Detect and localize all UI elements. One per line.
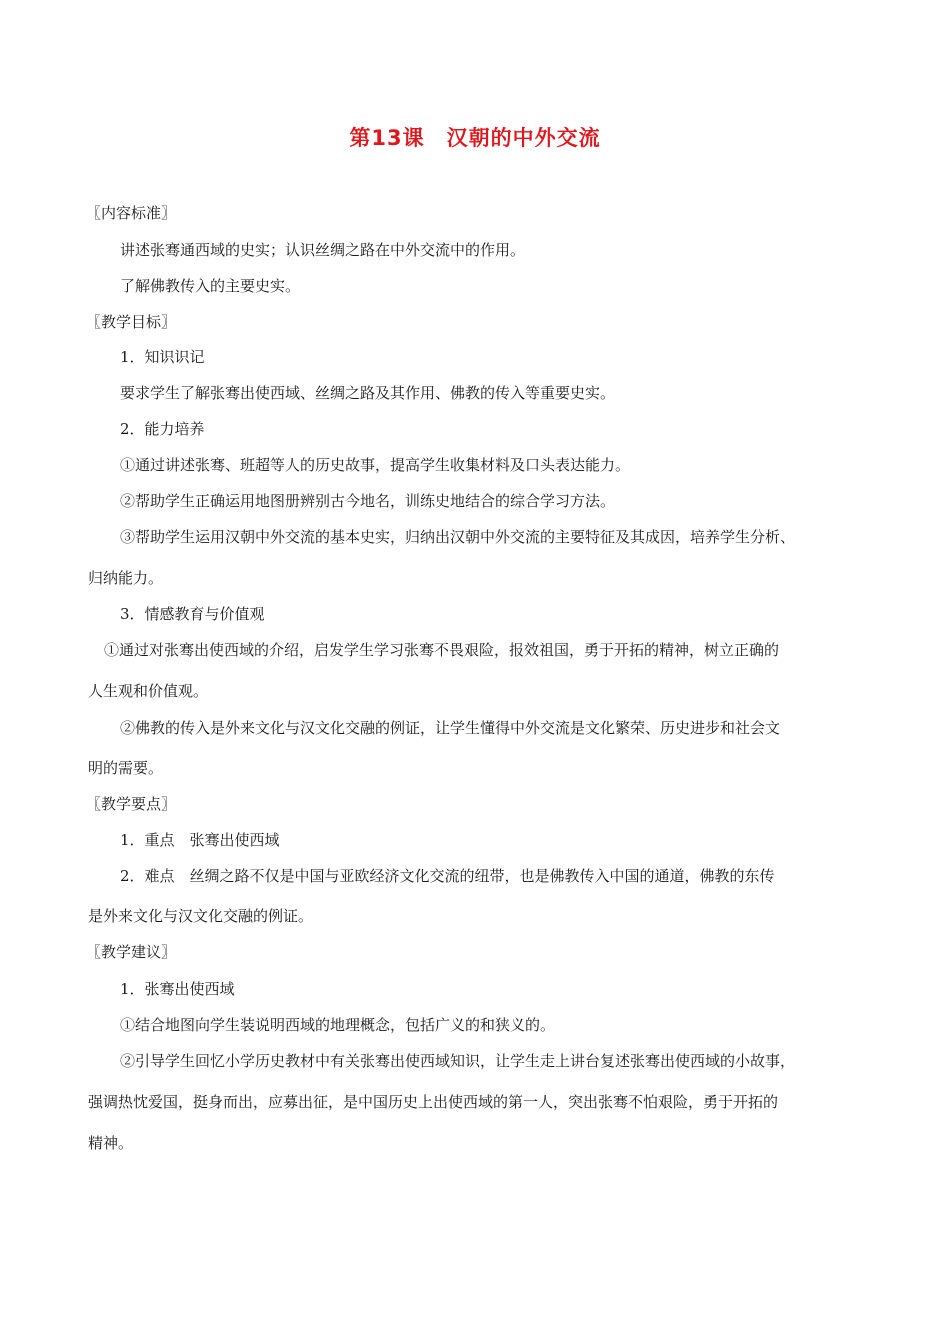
subheading-values: 3．情感教育与价值观 <box>120 605 265 623</box>
paragraph-line: ②引导学生回忆小学历史教材中有关张骞出使西域知识，让学生走上讲台复述张骞出使西域的小故事， <box>120 1052 796 1070</box>
paragraph-line: ①通过对张骞出使西域的介绍，启发学生学习张骞不畏艰险，报效祖国，勇于开拓的精神，树立正确的 <box>104 641 780 659</box>
paragraph-line: 是外来文化与汉文化交融的例证。 <box>88 907 314 925</box>
paragraph-line: 人生观和价值观。 <box>88 682 209 700</box>
subheading-zhang-qian: 1．张骞出使西域 <box>120 980 235 998</box>
subheading-knowledge: 1．知识识记 <box>120 348 205 366</box>
section-heading-content-standard: 〖内容标准〗 <box>86 204 177 222</box>
section-heading-teaching-suggestions: 〖教学建议〗 <box>86 943 177 961</box>
paragraph-line: 明的需要。 <box>88 759 164 777</box>
paragraph-line: 归纳能力。 <box>88 569 164 587</box>
paragraph-line: 强调热忱爱国，挺身而出，应募出征，是中国历史上出使西域的第一人，突出张骞不怕艰险，勇于开拓的 <box>88 1093 779 1111</box>
difficult-point-line: 2．难点 丝绸之路不仅是中国与亚欧经济文化交流的纽带，也是佛教传入中国的通道，佛教的东传 <box>120 867 775 885</box>
paragraph-line: ②帮助学生正确运用地图册辨别古今地名，训练史地结合的综合学习方法。 <box>120 492 616 510</box>
paragraph-line: ①结合地图向学生装说明西域的地理概念，包括广义的和狭义的。 <box>120 1016 556 1034</box>
paragraph-line: ①通过讲述张骞、班超等人的历史故事，提高学生收集材料及口头表达能力。 <box>120 456 631 474</box>
section-heading-teaching-points: 〖教学要点〗 <box>86 795 177 813</box>
paragraph-line: 要求学生了解张骞出使西域、丝绸之路及其作用、佛教的传入等重要史实。 <box>120 384 616 402</box>
section-heading-teaching-goals: 〖教学目标〗 <box>86 313 177 331</box>
paragraph-line: 精神。 <box>88 1134 134 1152</box>
subheading-ability: 2．能力培养 <box>120 420 205 438</box>
paragraph-line: ③帮助学生运用汉朝中外交流的基本史实，归纳出汉朝中外交流的主要特征及其成因，培养学生分析、 <box>120 528 796 546</box>
paragraph-line: 讲述张骞通西域的史实；认识丝绸之路在中外交流中的作用。 <box>120 241 526 259</box>
lesson-title: 第13课 汉朝的中外交流 <box>349 126 601 150</box>
key-point-line: 1．重点 张骞出使西域 <box>120 831 280 849</box>
paragraph-line: 了解佛教传入的主要史实。 <box>120 277 301 295</box>
paragraph-line: ②佛教的传入是外来文化与汉文化交融的例证，让学生懂得中外交流是文化繁荣、历史进步和社会文 <box>120 719 781 737</box>
